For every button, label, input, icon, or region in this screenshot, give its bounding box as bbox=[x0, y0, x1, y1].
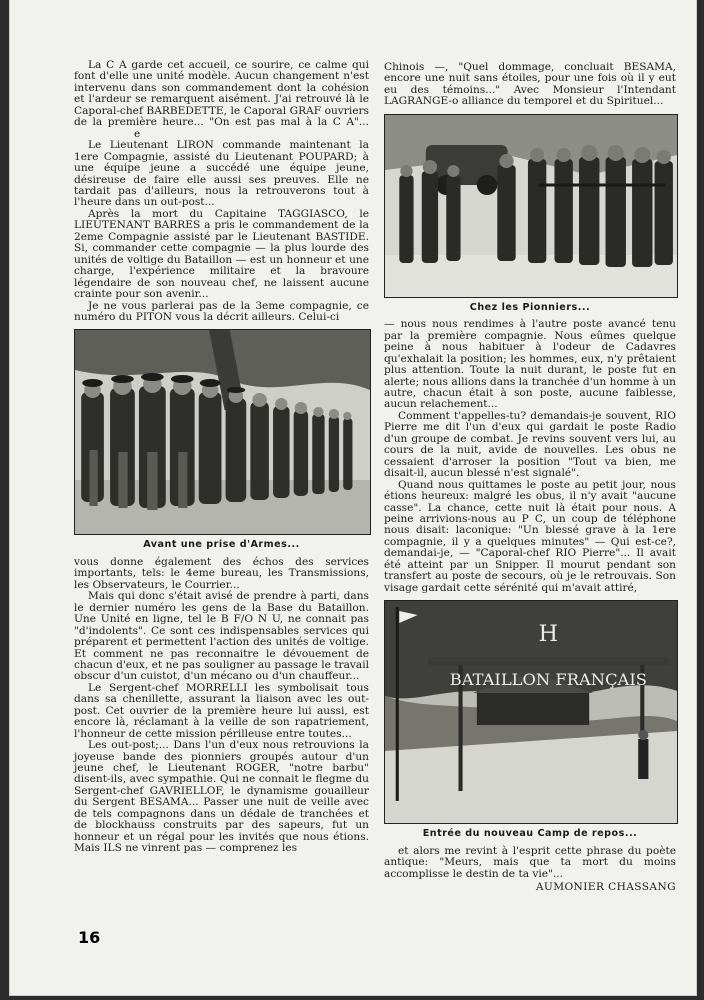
page-number: 16 bbox=[78, 928, 101, 947]
camp-sign-text: BATAILLON FRANÇAIS bbox=[449, 670, 647, 690]
paragraph: Mais qui donc s'était avisé de prendre à parti, dans le dernier numéro les gens de la Base du Bataillon. Une Unité en ligne, tel le B F/O N U, ne connait pas "d'indolents". Ce sont ces indispensables services qui préparent et permettent l'action des unités de voltige. Et comment ne pas reconnaitre le dévouement de chacun d'eux, et ne pas souligner au passage le travail obscur d'un cuistot, d'un mécano ou d'un chauffeur... bbox=[74, 590, 369, 683]
soldiers-lineup-image bbox=[75, 330, 370, 534]
paragraph: Les out-post;... Dans l'un d'eux nous retrouvions la joyeuse bande des pionniers groupés autour d'un jeune chef, le Lieutenant ROGER, "notre barbu" disent-ils, avec sympathie. Qui ne connait le flegme du Sergent-chef GAVRIELLOF, le dynamisme gouailleur du Sergent BESAMA... Passer une nuit de veille avec de tels compagnons dans un dédale de tranchées et de blockhauss construits par des sapeurs, fut un honneur et un régal pour les invités que nous étions. Mais ILS ne vinrent pas — comprenez les bbox=[74, 739, 369, 855]
author-signature: AUMONIER CHASSANG bbox=[535, 880, 676, 893]
pioneers-image bbox=[385, 115, 677, 297]
photo-pionniers bbox=[384, 114, 678, 298]
paragraph: Chinois —, "Quel dommage, concluait BESAMA, encore une nuit sans étoiles, pour une fois où il y eut eu des témoins..." Avec Monsieur l'Intendant LAGRANGE-o alliance du temporel et du Spirituel... bbox=[384, 61, 676, 108]
paragraph: et alors me revint à l'esprit cette phrase du poète antique: "Meurs, mais que ta mort du moins accomplisse le destin de ta vie"... bbox=[384, 844, 676, 880]
left-column bbox=[74, 60, 369, 855]
caption-prise-d-armes: Avant une prise d'Armes... bbox=[143, 539, 300, 551]
photo-prise-d-armes bbox=[74, 329, 371, 535]
paragraph: La C A garde cet accueil, ce sourire, ce calme qui font d'elle une unité modèle. Aucun changement n'est intervenu dans son commandement dont la cohésion et l'ardeur se remarquent aisément. J'ai retrouvé là le Caporal-chef BARBEDETTE, le Caporal GRAF ouvriers de la première heure... "On est pas mal à la C A"... e bbox=[74, 59, 369, 140]
magazine-page bbox=[10, 0, 696, 995]
paragraph: Quand nous quittames le poste au petit jour, nous étions heureux: malgré les obus, il n'y avait "aucune casse". La chance, cette nuit là était pour nous. A peine arrivions-nous au P C, un coup de téléphone nous disait: laconique: "Un blessé grave à la 1ere compagnie, il y a quelques minutes" — Qui est-ce?, demandai-je, — "Caporal-chef RIO Pierre"... Il avait été atteint par un Snipper. Il mourut pendant son transfert au poste de secours, où je le retrouvais. Son visage gardait cette sérénité qui m'avait attiré, bbox=[384, 478, 676, 594]
right-column bbox=[384, 62, 676, 893]
camp-sign-letter: H bbox=[538, 621, 559, 648]
paragraph: — nous nous rendimes à l'autre poste avancé tenu par la première compagnie. Nous eûmes quelque peine à nous habituer à l'odeur de Cadavres qu'exhalait la position; les hommes, eux, n'y prêtaient plus attention. Toute la nuit durant, le poste fut en alerte; nous allions dans la tranchée d'un homme à un autre, chacun était à son poste, aucune faiblesse, aucun relachement... bbox=[384, 318, 676, 411]
camp-entrance-image bbox=[385, 601, 677, 823]
paragraph: Je ne vous parlerai pas de la 3eme compagnie, ce numéro du PITON vous la décrit ailleurs. Celui-ci bbox=[74, 299, 369, 323]
paragraph: Après la mort du Capitaine TAGGIASCO, le LIEUTENANT BARRES a pris le commandement de la 2eme Compagnie assisté par le Lieutenant BASTIDE. Si, commander cette compagnie — la plus lourde des unités de voltige du Bataillon — est un honneur et une charge, l'expérience militaire et la bravoure légendaire de son nouveau chef, ne laissent aucune crainte pour son avenir... bbox=[74, 207, 369, 301]
caption-pionniers: Chez les Pionniers... bbox=[469, 301, 591, 313]
paragraph: vous donne également des échos des services importants, tels: le 4eme bureau, les Transmissions, les Observateurs, le Courrier... bbox=[74, 555, 369, 591]
photo-camp-de-repos bbox=[384, 600, 678, 824]
paragraph: Comment t'appelles-tu? demandais-je souvent, RIO Pierre me dit l'un d'eux qui gardait le poste Radio d'un groupe de combat. Je revins souvent vers lui, au cours de la nuit, avide de nouvelles. Les obus ne cessaient d'arroser la position "Tout va bien, me disait-il, aucun blessé n'est signalé". bbox=[384, 409, 676, 480]
paragraph: Le Lieutenant LIRON commande maintenant la 1ere Compagnie, assisté du Lieutenant POUPARD; à une équipe jeune a succédé une équipe jeune, désireuse de faire elle aussi ses preuves. Elle ne tardait pas d'ailleurs, nous la retrouverons tout à l'heure dans un out-post... bbox=[74, 139, 369, 209]
paragraph: Le Sergent-chef MORRELLI les symbolisait tous dans sa chenillette, assurant la liaison avec les out-post. Cet ouvrier de la première heure lui aussi, est encore là, réclamant à la veille de son rapatriement, l'honneur de cette mission périlleuse entre toutes... bbox=[74, 681, 369, 740]
caption-camp-de-repos: Entrée du nouveau Camp de repos... bbox=[422, 828, 638, 840]
